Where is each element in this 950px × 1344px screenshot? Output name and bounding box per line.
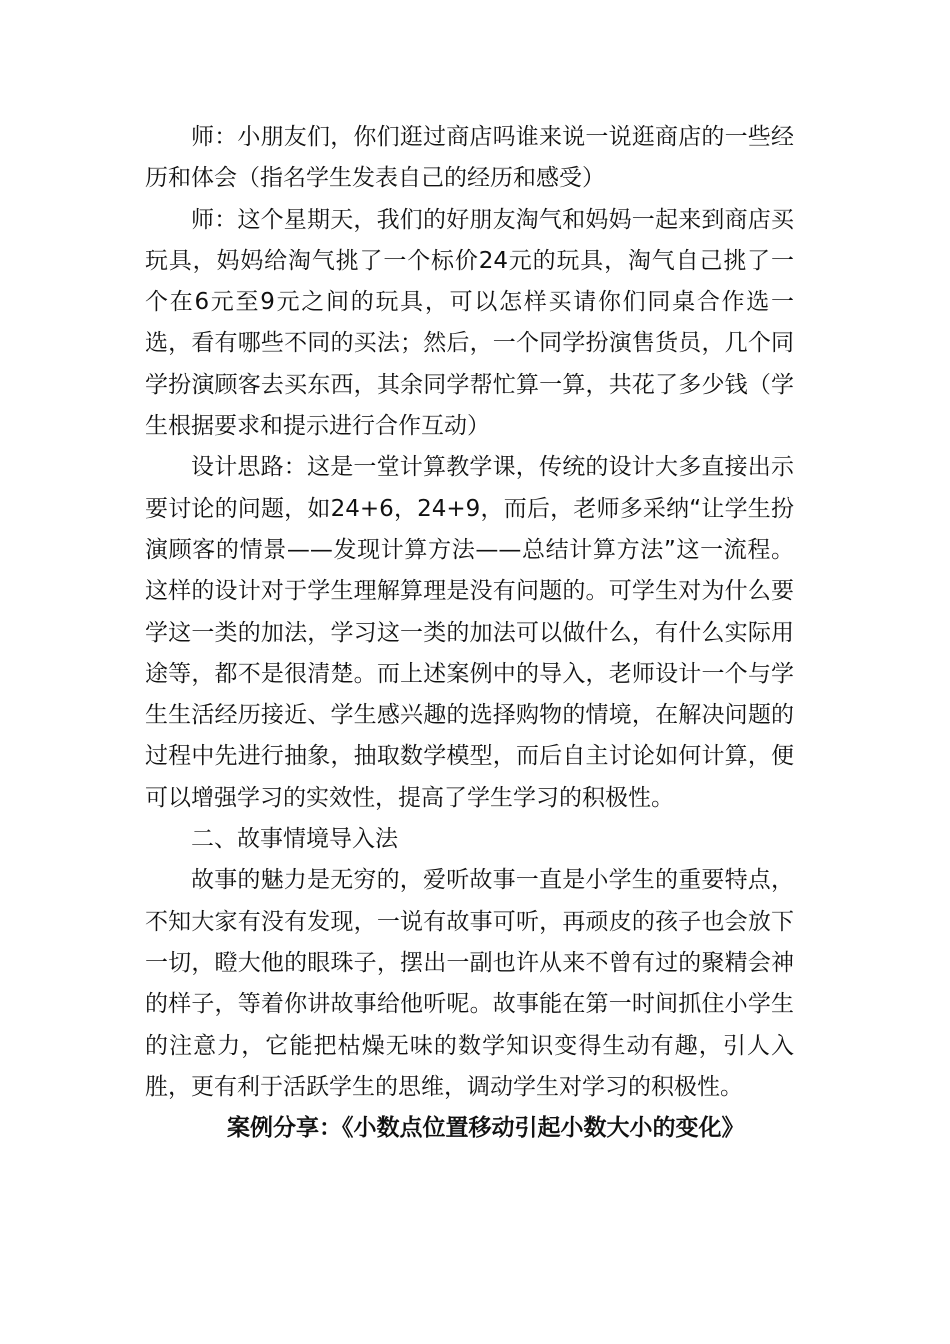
paragraph-teacher-intro: 师：小朋友们，你们逛过商店吗谁来说一说逛商店的一些经历和体会（指名学生发表自己的经历和感受） xyxy=(145,124,794,192)
case-title: 案例分享：《小数点位置移动引起小数大小的变化》 xyxy=(227,1115,745,1142)
paragraph-teacher-scenario: 师：这个星期天，我们的好朋友淘气和妈妈一起来到商店买玩具，妈妈给淘气挑了一个标价24元的玩具，淘气自己挑了一个在6元至9元之间的玩具，可以怎样买请你们同桌合作选一选，看有哪些不同的买法；然后，一个同学扮演售货员，几个同学扮演顾客去买东西，其余同学帮忙算一算，共花了多少钱（学生根据要求和提示进行合作互动） xyxy=(145,206,794,440)
section-heading: 二、故事情境导入法 xyxy=(191,826,398,853)
paragraph-design-idea: 设计思路：这是一堂计算教学课，传统的设计大多直接出示要讨论的问题，如24+6，24+9，而后，老师多采纳“让学生扮演顾客的情景——发现计算方法——总结计算方法”这一流程。这样的设计对于学生理解算理是没有问题的。可学生对为什么要学这一类的加法，学习这一类的加法可以做什么，有什么实际用途等，都不是很清楚。而上述案例中的导入，老师设计一个与学生生活经历接近、学生感兴趣的选择购物的情境，在解决问题的过程中先进行抽象，抽取数学模型，而后自主讨论如何计算，便可以增强学习的实效性，提高了学生学习的积极性。 xyxy=(145,454,794,811)
paragraph-story-method: 故事的魅力是无穷的，爱听故事一直是小学生的重要特点，不知大家有没有发现，一说有故事可听，再顽皮的孩子也会放下一切，瞪大他的眼珠子，摆出一副也许从来不曾有过的聚精会神的样子，等着你讲故事给他听呢。故事能在第一时间抓住小学生的注意力，它能把枯燥无味的数学知识变得生动有趣，引人入胜，更有利于活跃学生的思维，调动学生对学习的积极性。 xyxy=(145,867,794,1100)
